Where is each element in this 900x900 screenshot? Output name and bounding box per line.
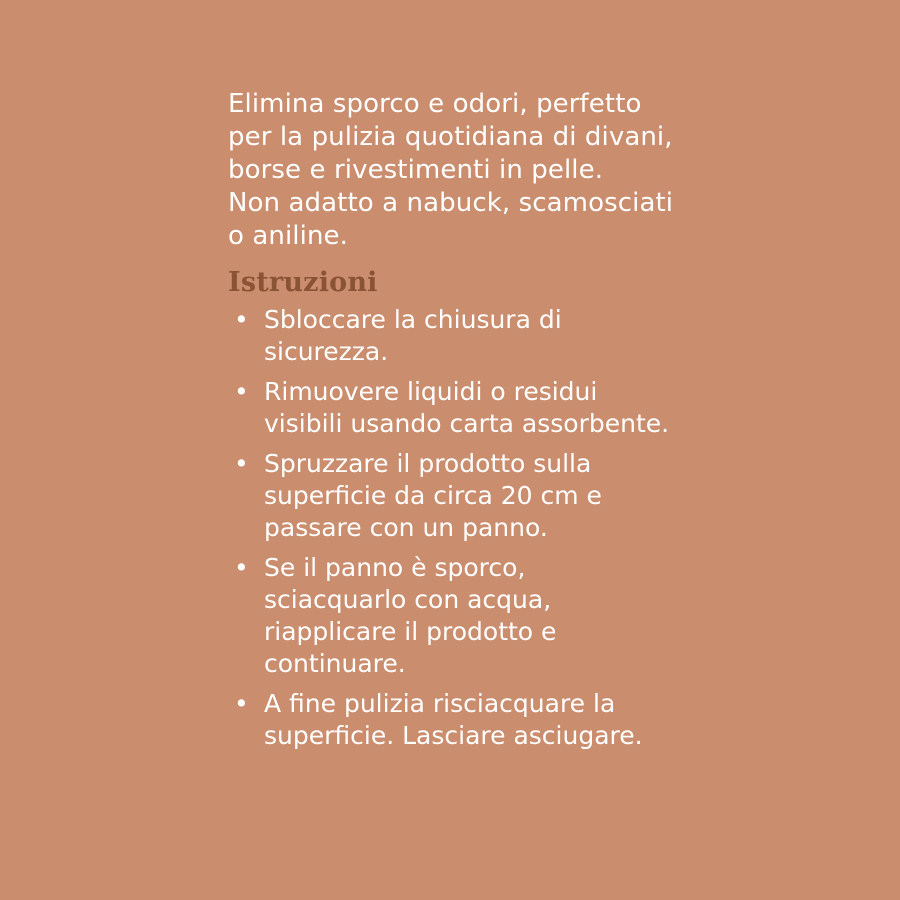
intro-line: Non adatto a nabuck, scamosciati	[228, 188, 674, 218]
list-item-text	[264, 376, 690, 440]
list-item-text	[264, 552, 690, 680]
list-item-text	[264, 688, 690, 752]
list-item	[228, 376, 690, 440]
intro-line: per la pulizia quotidiana di divani,	[228, 122, 673, 152]
list-item-line: Sbloccare la chiusura di	[264, 305, 562, 334]
list-item-text	[264, 448, 690, 544]
list-item-line: riapplicare il prodotto e	[264, 617, 557, 646]
list-item-line: sicurezza.	[264, 337, 389, 366]
instructions-heading: Istruzioni	[228, 267, 378, 298]
list-item	[228, 552, 690, 680]
instructions-list	[228, 304, 690, 752]
list-item-line: sciacquarlo con acqua,	[264, 585, 552, 614]
list-item-line: A fine pulizia risciacquare la	[264, 689, 616, 718]
intro-line: o aniline.	[228, 221, 348, 251]
intro-line: Elimina sporco e odori, perfetto	[228, 89, 642, 119]
intro-line: borse e rivestimenti in pelle.	[228, 155, 604, 185]
list-item	[228, 304, 690, 368]
list-item	[228, 688, 690, 752]
list-item-line: Rimuovere liquidi o residui	[264, 377, 598, 406]
list-item-line: visibili usando carta assorbente.	[264, 409, 670, 438]
list-item-text	[264, 304, 690, 368]
list-item	[228, 448, 690, 544]
bullet-icon: •	[234, 449, 249, 478]
list-item-line: Spruzzare il prodotto sulla	[264, 449, 592, 478]
list-item-line: superficie da circa 20 cm e	[264, 481, 602, 510]
bullet-icon: •	[234, 305, 249, 334]
list-item-line: continuare.	[264, 649, 406, 678]
bullet-icon: •	[234, 689, 249, 718]
list-item-line: Se il panno è sporco,	[264, 553, 526, 582]
bullet-icon: •	[234, 553, 249, 582]
intro-paragraph	[228, 88, 690, 253]
bullet-icon: •	[234, 377, 249, 406]
list-item-line: superficie. Lasciare asciugare.	[264, 721, 643, 750]
list-item-line: passare con un panno.	[264, 513, 548, 542]
